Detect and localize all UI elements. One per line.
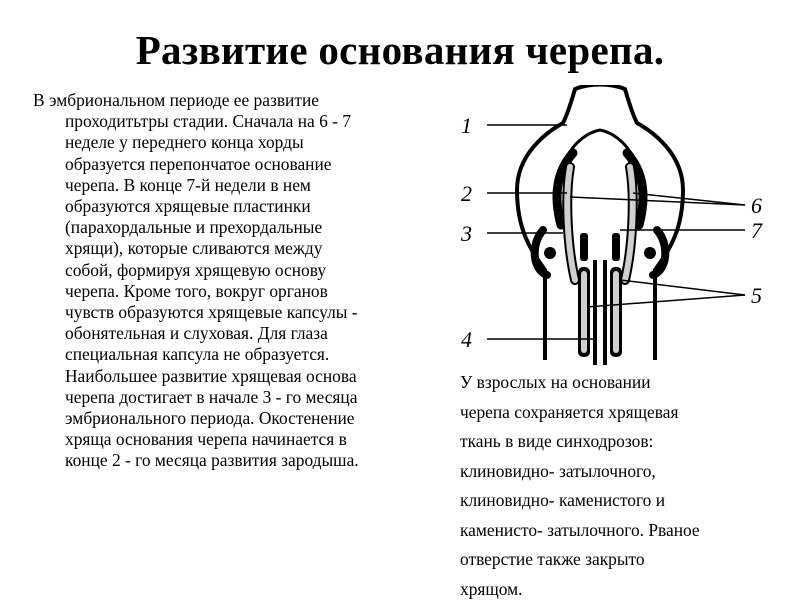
text-line: эмбрионального периода. Окостенение xyxy=(33,408,451,429)
text-line: У взрослых на основании xyxy=(460,368,790,398)
text-line: В эмбриональном периоде ее развитие xyxy=(33,90,451,111)
label-1: 1 xyxy=(461,113,472,138)
leader-line-5a xyxy=(620,280,745,295)
small-bar-right xyxy=(612,233,620,261)
text-line: хрящом. xyxy=(460,575,790,604)
small-bar-left xyxy=(580,233,588,261)
text-line: неделе у переднего конца хорды xyxy=(33,132,451,153)
text-line: образуются хрящевые пластинки xyxy=(33,196,451,217)
text-line: ткань в виде синходрозов: xyxy=(460,427,790,457)
label-7: 7 xyxy=(751,218,763,243)
text-line: отверстие также закрыто xyxy=(460,545,790,575)
notochord xyxy=(595,260,605,365)
text-line: черепа сохраняется хрящевая xyxy=(460,398,790,428)
text-line: черепа. Кроме того, вокруг органов xyxy=(33,281,451,302)
parachordal-left-fill xyxy=(581,271,587,353)
text-line: черепа. В конце 7-й недели в нем xyxy=(33,175,451,196)
development-description xyxy=(33,90,451,472)
leader-line-6a xyxy=(633,193,745,205)
label-3: 3 xyxy=(460,221,472,246)
parachordal-right-fill xyxy=(613,271,619,353)
slide-title: Развитие основания черепа. xyxy=(0,26,800,74)
text-line: обонятельная и слуховая. Для глаза xyxy=(33,323,451,344)
skull-base-outline xyxy=(517,85,683,360)
text-line: чувств образуются хрящевые капсулы - xyxy=(33,302,451,323)
leader-line-6b xyxy=(570,197,745,205)
text-line: образуется перепончатое основание xyxy=(33,154,451,175)
label-2: 2 xyxy=(461,181,472,206)
adult-description xyxy=(460,368,790,604)
label-6: 6 xyxy=(751,193,762,218)
label-5: 5 xyxy=(751,283,762,308)
text-line: собой, формируя хрящевую основу xyxy=(33,260,451,281)
label-4: 4 xyxy=(461,327,472,352)
text-line: хрящи), которые сливаются между xyxy=(33,238,451,259)
text-line: клиновидно- каменистого и xyxy=(460,486,790,516)
text-line: черепа достигает в начале 3 - го месяца xyxy=(33,387,451,408)
ear-capsule-left-dot xyxy=(544,247,556,259)
text-line: каменисто- затылочного. Рваное xyxy=(460,516,790,546)
text-line: (парахордальные и прехордальные xyxy=(33,217,451,238)
text-line: специальная капсула не образуется. xyxy=(33,344,451,365)
text-line: конце 2 - го месяца развития зародыша. xyxy=(33,450,451,471)
skull-base-diagram xyxy=(455,85,775,365)
text-line: хряща основания черепа начинается в xyxy=(33,429,451,450)
ear-capsule-right-dot xyxy=(644,247,656,259)
text-line: проходитьтры стадии. Сначала на 6 - 7 xyxy=(33,111,451,132)
text-line: Наибольшее развитие хрящевая основа xyxy=(33,366,451,387)
text-line: клиновидно- затылочного, xyxy=(460,457,790,487)
